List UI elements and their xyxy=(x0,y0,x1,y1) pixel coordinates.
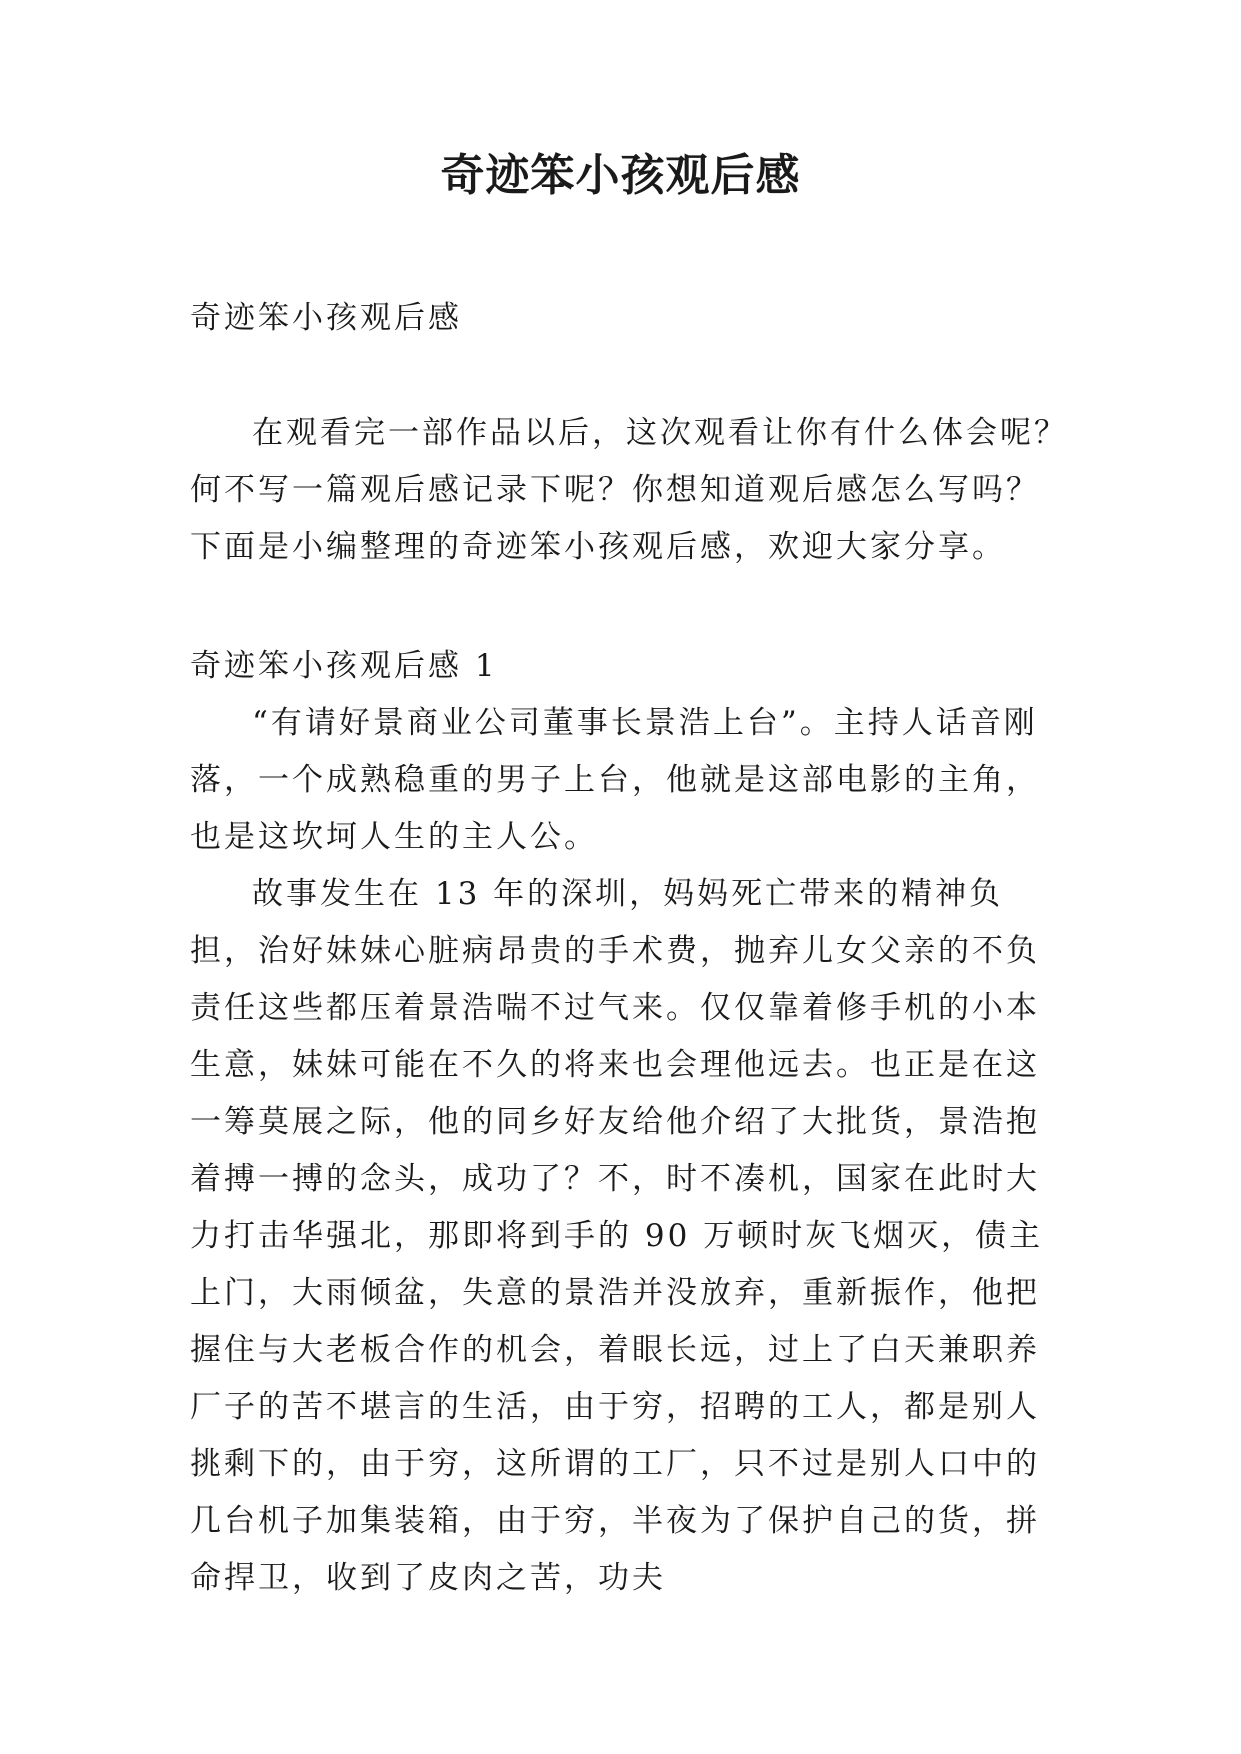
intro-paragraph: 在观看完一部作品以后，这次观看让你有什么体会呢？何不写一篇观后感记录下呢？你想知道观后感怎么写吗？下面是小编整理的奇迹笨小孩观后感，欢迎大家分享。 xyxy=(190,415,1068,565)
document-title: 奇迹笨小孩观后感 xyxy=(440,150,801,201)
document-subtitle: 奇迹笨小孩观后感 xyxy=(190,300,462,336)
body-paragraph: 故事发生在 13 年的深圳，妈妈死亡带来的精神负担，治好妹妹心脏病昂贵的手术费，抛弃儿女父亲的不负责任这些都压着景浩喘不过气来。仅仅靠着修手机的小本生意，妹妹可能在不久的将来也会理他远去。也正是在这一筹莫展之际，他的同乡好友给他介绍了大批货，景浩抱着搏一搏的念头，成功了？不，时不凑机，国家在此时大力打击华强北，那即将到手的 90 万顿时灰飞烟灭，债主上门，大雨倾盆，失意的景浩并没放弃，重新振作，他把握住与大老板合作的机会，着眼长远，过上了白天兼职养厂子的苦不堪言的生活，由于穷，招聘的工人，都是别人挑剩下的，由于穷，这所谓的工厂，只不过是别人口中的几台机子加集装箱，由于穷，半夜为了保护自己的货，拼命捍卫，收到了皮肉之苦，功夫 xyxy=(190,876,1044,1596)
section-heading: 奇迹笨小孩观后感 1 xyxy=(190,648,498,684)
body-paragraph: “有请好景商业公司董事长景浩上台”。主持人话音刚落，一个成熟稳重的男子上台，他就是这部电影的主角，也是这坎坷人生的主人公。 xyxy=(190,705,1040,855)
section-1 xyxy=(190,638,1070,1607)
